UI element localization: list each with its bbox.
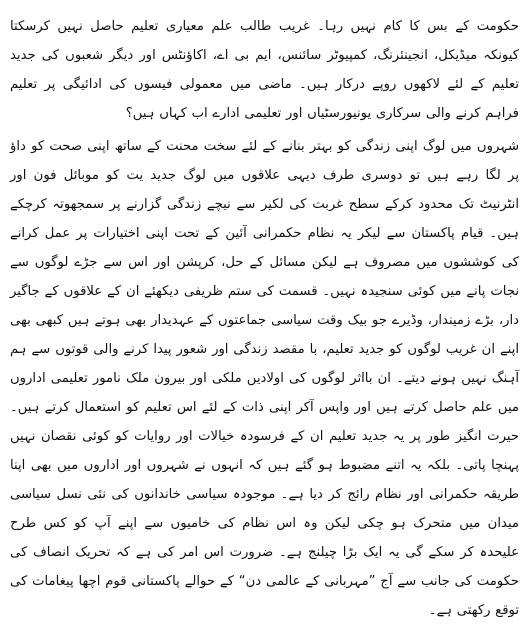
article-paragraph-2: شہروں میں لوگ اپنی زندگی کو بہتر بنانے کے لئے سخت محنت کے ساتھ اپنی صحت کو داؤ پر لگا رہے ہیں تو دوسری طرف دیہی علاقوں میں لوگ جدید یت کو موبائل فون اور انٹرنیٹ تک محدود کرکے سطح غربت کی لکیر سے نیچے زندگی گزارنے پر سمجھوتہ کرچکے ہیں۔ قیام پاکستان سے لیکر یہ نظام حکمرانی آئین کے تحت اپنی اختیارات پر عمل کرانے کی کوششوں میں مصروف ہے لیکن مسائل کے حل، کرپشن اور اس سے جڑے لوگوں سے نجات پانے میں کوئی سنجیدہ نہیں۔ قسمت کی ستم ظریفی دیکھئے ان کے علاقوں کے جاگیر دار، بڑے زمیندار، وڈیرے جو بیک وقت سیاسی جماعتوں کے عہدیدار بھی ہوتے ہیں کبھی بھی اپنے ان غریب لوگوں کو جدید تعلیم، با مقصد زندگی اور شعور پیدا کرنے والی قوتوں سے ہم آہنگ نہیں ہونے دیتے۔ ان بااثر لوگوں کی اولادیں ملکی اور بیرون ملک نامور تعلیمی اداروں میں علم حاصل کرتے ہیں اور واپس آکر اپنی ذات کے لئے اس تعلیم کو استعمال کرتے ہیں۔ حیرت انگیز طور پر یہ جدید تعلیم ان کے فرسودہ خیالات اور روایات کو کوئی نقصان نہیں پہنچا پاتی۔ بلکہ یہ اتنے مضبوط ہو گئے ہیں کہ انہوں نے شہروں اور اداروں میں بھی اپنا طریقہ حکمرانی اور نظام رائج کر دیا ہے۔ موجودہ سیاسی خاندانوں کی نئی نسل سیاسی میدان میں متحرک ہو چکی لیکن وہ اس نظام کی خامیوں سے اپنے آپ کو کس طرح علیحدہ کر سکے گی یہ ایک بڑا چیلنج ہے۔ ضرورت اس امر کی ہے کہ تحریک انصاف کی حکومت کی جانب سے آج ”مہربانی کے عالمی دن“ کے حوالے پاکستانی قوم اچھا پیغامات کی توقع رکھتی ہے۔ <box>10 139 519 618</box>
article-paragraph-1: حکومت کے بس کا کام نہیں رہا۔ غریب طالب علم معیاری تعلیم حاصل نہیں کرسکتا کیونکہ میڈیکل، انجینئرنگ، کمپیوٹر سائنس، ایم بی اے، اکاؤنٹس اور دیگر شعبوں کی جدید تعلیم کے لئے لاکھوں روپے درکار ہیں۔ ماضی میں معمولی فیسوں کی ادائیگی پر تعلیم فراہم کرنے والی سرکاری یونیورسٹیاں اور تعلیمی ادارے اب کہاں ہیں؟ <box>10 19 519 121</box>
